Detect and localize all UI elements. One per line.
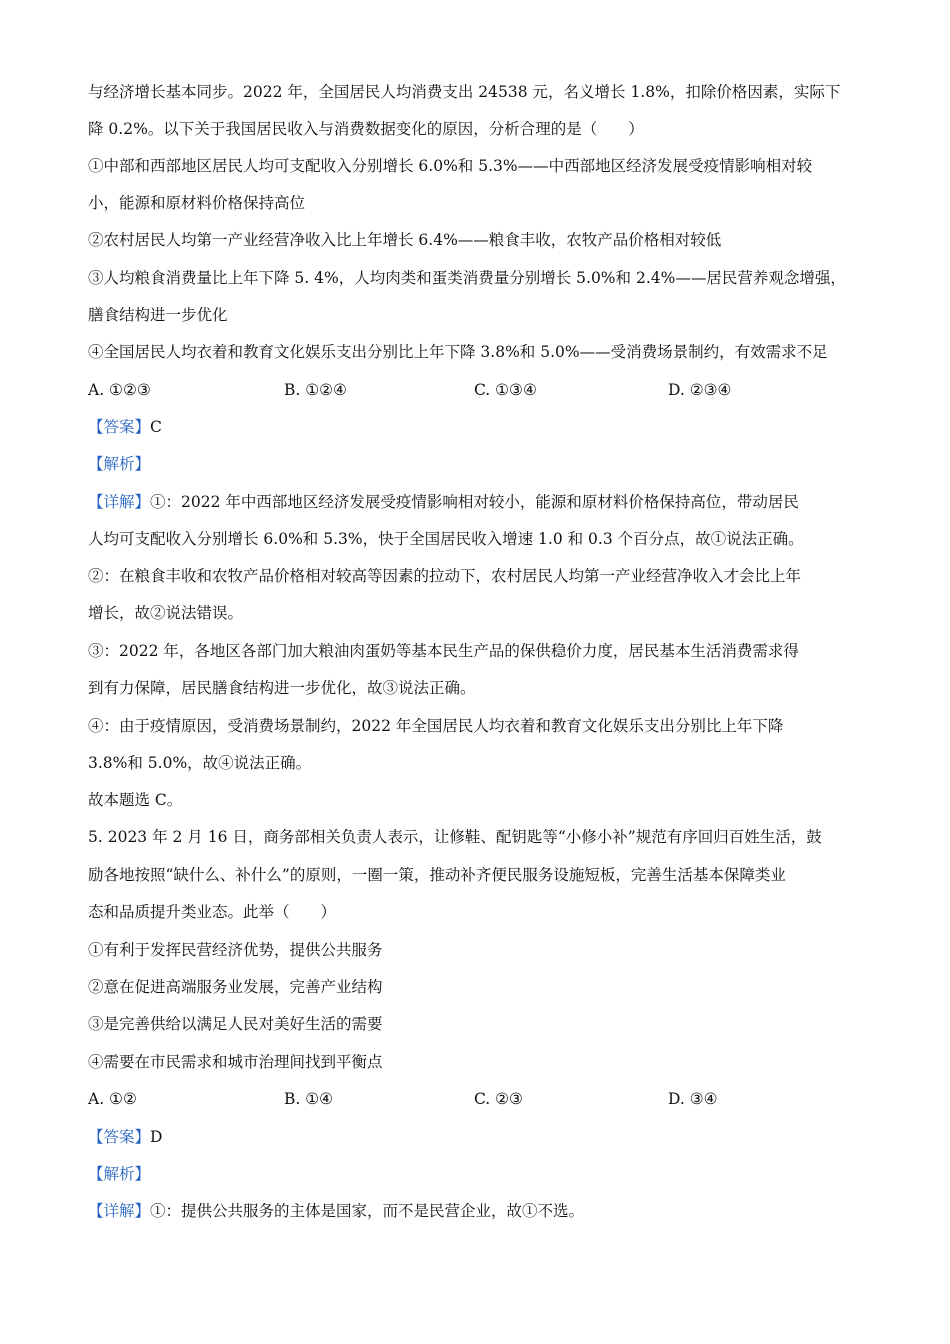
q5-answer: [88, 1127, 162, 1147]
q5-detail-tag: 【详解】: [88, 1202, 151, 1220]
q5-answer-tag: 【答案】: [88, 1128, 151, 1146]
q5-option-b: B. ①④: [284, 1090, 334, 1108]
q5-options: [88, 1089, 868, 1109]
q4-option-c: C. ①③④: [474, 381, 537, 399]
q5-item-1: ①有利于发挥民营经济优势，提供公共服务: [88, 941, 383, 959]
q5-analysis-tag: 【解析】: [88, 1165, 151, 1183]
q4-detail-2-line-1: ②：在粮食丰收和农牧产品价格相对较高等因素的拉动下，农村居民人均第一产业经营净收入才会比上年: [88, 567, 802, 585]
q4-detail-1-text: ①：2022 年中西部地区经济发展受疫情影响相对较小，能源和原材料价格保持高位，带动居民: [150, 493, 799, 511]
q4-item-1-line-2: 小，能源和原材料价格保持高位: [88, 194, 306, 212]
q4-item-4: ④全国居民人均衣着和教育文化娱乐支出分别比上年下降 3.8%和 5.0%——受消费场景制约，有效需求不足: [88, 343, 828, 361]
q5-answer-value: D: [150, 1128, 163, 1146]
q4-conclusion: 故本题选 C。: [88, 791, 183, 809]
q4-analysis-tag: 【解析】: [88, 455, 151, 473]
q4-analysis: [88, 454, 150, 474]
q5-stem-line-2: 励各地按照“缺什么、补什么”的原则，一圈一策，推动补齐便民服务设施短板，完善生活基本保障类业: [88, 866, 786, 884]
q5-stem-line-3: 态和品质提升类业态。此举（ ）: [88, 903, 337, 921]
q4-stem-line-1: 与经济增长基本同步。2022 年，全国居民人均消费支出 24538 元，名义增长 1.8%，扣除价格因素，实际下: [88, 83, 841, 101]
q4-option-a: A. ①②③: [88, 381, 151, 399]
q5-analysis: [88, 1164, 150, 1184]
q4-stem-line-2: 降 0.2%。以下关于我国居民收入与消费数据变化的原因，分析合理的是（ ）: [88, 120, 644, 138]
q4-item-2: ②农村居民人均第一产业经营净收入比上年增长 6.4%——粮食丰收，农牧产品价格相对较低: [88, 231, 722, 249]
q5-option-c: C. ②③: [474, 1090, 523, 1108]
q5-item-3: ③是完善供给以满足人民对美好生活的需要: [88, 1015, 383, 1033]
q4-item-3-line-2: 膳食结构进一步优化: [88, 306, 228, 324]
q4-detail-tag: 【详解】: [88, 493, 151, 511]
q4-answer-value: C: [150, 418, 162, 436]
q4-detail-1-line-2: 人均可支配收入分别增长 6.0%和 5.3%，快于全国居民收入增速 1.0 和 0.3 个百分点，故①说法正确。: [88, 530, 804, 548]
q5-stem-line-1: 5. 2023 年 2 月 16 日，商务部相关负责人表示，让修鞋、配钥匙等“小修小补”规范有序回归百姓生活，鼓: [88, 828, 822, 846]
q5-item-4: ④需要在市民需求和城市治理间找到平衡点: [88, 1053, 383, 1071]
q4-answer: [88, 417, 162, 437]
q4-item-3-line-1: ③人均粮食消费量比上年下降 5. 4%，人均肉类和蛋类消费量分别增长 5.0%和 2.4%——居民营养观念增强，: [88, 269, 846, 287]
q4-detail-2-line-2: 增长，故②说法错误。: [88, 604, 244, 622]
q4-detail-1-line-1: [88, 492, 799, 512]
q4-detail-4-line-2: 3.8%和 5.0%，故④说法正确。: [88, 754, 312, 772]
q4-item-1-line-1: ①中部和西部地区居民人均可支配收入分别增长 6.0%和 5.3%——中西部地区经济发展受疫情影响相对较: [88, 157, 813, 175]
q4-answer-tag: 【答案】: [88, 418, 151, 436]
q4-option-d: D. ②③④: [668, 381, 732, 399]
q4-detail-3-line-1: ③：2022 年，各地区各部门加大粮油肉蛋奶等基本民生产品的保供稳价力度，居民基本生活消费需求得: [88, 642, 799, 660]
q4-options: [88, 380, 868, 400]
q5-option-a: A. ①②: [88, 1090, 137, 1108]
q5-item-2: ②意在促进高端服务业发展，完善产业结构: [88, 978, 383, 996]
q5-detail-1: [88, 1201, 584, 1221]
q4-detail-4-line-1: ④：由于疫情原因，受消费场景制约，2022 年全国居民人均衣着和教育文化娱乐支出分别比上年下降: [88, 717, 784, 735]
q4-option-b: B. ①②④: [284, 381, 347, 399]
q4-detail-3-line-2: 到有力保障，居民膳食结构进一步优化，故③说法正确。: [88, 679, 476, 697]
q5-option-d: D. ③④: [668, 1090, 718, 1108]
q5-detail-1-text: ①：提供公共服务的主体是国家，而不是民营企业，故①不选。: [150, 1202, 585, 1220]
